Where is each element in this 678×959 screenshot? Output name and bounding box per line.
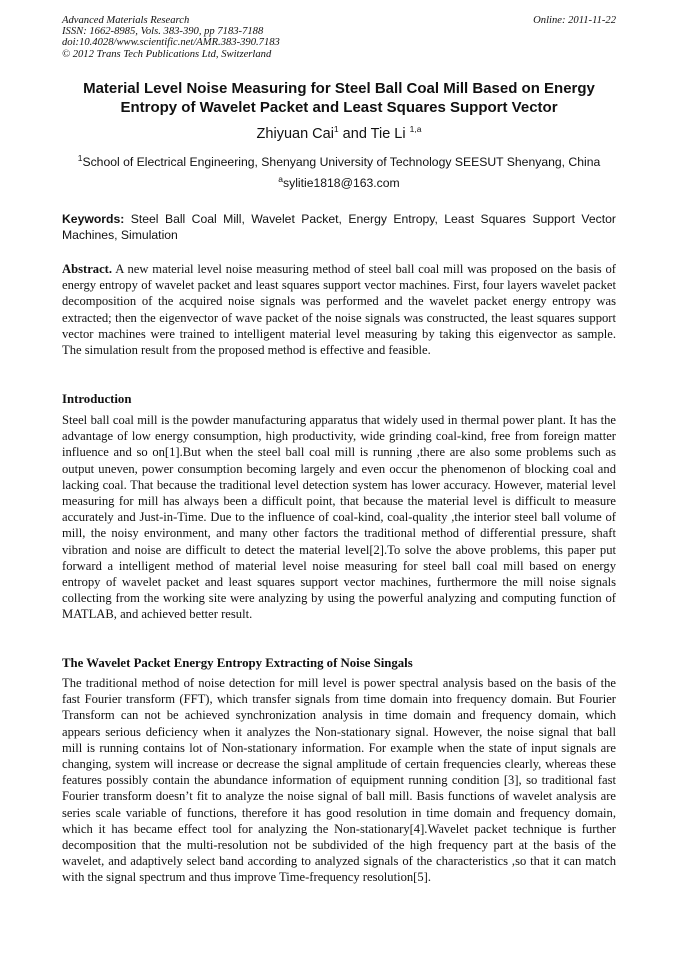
abstract-text: A new material level noise measuring method of steel ball coal mill was proposed on the basis of energy entropy of wavelet packet and least squares support vector machines. First, four layers wavelet packet decomposition of the acquired noise signals was performed and the wavelet packet energy entropy was extracted; then the eigenvector of wave packet of the noise signals was constructed, the least squares support vector machines were trained to intelligent material level measuring by taking this eigenvector as sample. The simulation result from the proposed method is effective and feasible. <box>62 262 616 358</box>
keywords-label: Keywords: <box>62 212 125 226</box>
keywords <box>62 211 616 243</box>
section-heading: Introduction <box>62 392 132 406</box>
author-name: Tie Li <box>370 126 410 142</box>
author-affil-sup: 1,a <box>409 124 422 135</box>
author-affil-sup: 1 <box>333 124 339 135</box>
affiliation-sup: 1 <box>77 152 83 163</box>
journal-header <box>62 15 616 60</box>
email-sup: a <box>278 173 283 184</box>
online-date: Online: 2011-11-22 <box>533 15 616 26</box>
doi-line: doi:10.4028/www.scientific.net/AMR.383-390.7183 <box>62 37 280 49</box>
journal-name: Advanced Materials Research <box>62 15 190 26</box>
introduction-paragraph: Steel ball coal mill is the powder manufacturing apparatus that widely used in thermal power plant. It has the advantage of low energy consumption, high productivity, wide grinding coal-kind, free from foreign matter influence and so on[1].But when the steel ball coal mill is running ,there are also some problems such as output uneven, power consumption becoming largely and even occur the phenomenon of blocking coal and lacking coal. That because the traditional level detection system has lower accuracy. However, material level measuring for mill has always been a difficult point, that because the material level is difficult to measure accurately and Just-in-Time. Due to the influence of coal-kind, coal-quality ,the interior steel ball volume of mill, the noisy environment, and many other factors the traditional method of differential pressure, shaft vibration and noise are difficult to detect the material level[2].To solve the above problems, this paper put forward a intelligent method of material level noise measuring for steel ball coal mill based on energy entropy of wavelet packet and least squares support vector machines, furthermore the mill noise signals collecting from the working site were analyzing by using the powerful analyzing and computing function of MATLAB, and achieved better result. <box>62 413 616 622</box>
email-line <box>0 173 678 190</box>
email-address: sylitie1818@163.com <box>283 176 400 190</box>
author-line <box>0 126 678 142</box>
abstract <box>62 261 616 358</box>
section-heading: The Wavelet Packet Energy Entropy Extracting of Noise Singals <box>62 656 413 670</box>
copyright-line: © 2012 Trans Tech Publications Ltd, Switzerland <box>62 48 272 60</box>
paper-title: Material Level Noise Measuring for Steel Ball Coal Mill Based on Energy Entropy of Wavelet Packet and Least Squares Support Vector <box>83 80 595 116</box>
author-name: Zhiyuan Cai <box>256 126 334 142</box>
abstract-label: Abstract. <box>62 262 113 276</box>
keywords-text: Steel Ball Coal Mill, Wavelet Packet, Energy Entropy, Least Squares Support Vector Machines, Simulation <box>62 212 616 242</box>
section2-paragraph: The traditional method of noise detection for mill level is power spectral analysis based on the basis of the fast Fourier transform (FFT), which transfer signals from time domain into frequency domain. But Fourier Transform can not be achieved synchronization analysis in time domain and frequency domain, which appears serious deficiency when it analyzes the Non-stationary signal. However, the noise signal that ball mill is running contains lot of Non-stationary information. For example when the state of input signals are changing, system will increase or decrease the signal amplitude of certain frequencies clearly, whereas these features possibly contain the abundance information of equipment running condition [3], so traditional fast Fourier transform doesn’t fit to analyze the noise signal of ball mill. Basis functions of wavelet analysis are series scale variable of functions, therefore it has good resolution in time domain and frequency domain, which it has became effect tool for analyzing the Non-stationary[4].Wavelet packet technique is further decomposition that the multi-resolution not be subdivided of the high frequency part at the basis of the wavelet, and adaptively select band according to analyzed signals of the characteristics ,so that it can match with the signal spectrum and thus improve Time-frequency resolution[5]. <box>62 676 616 885</box>
issn-line: ISSN: 1662-8985, Vols. 383-390, pp 7183-7188 <box>62 26 264 38</box>
author-conjunction: and <box>338 126 371 142</box>
affiliation-text: School of Electrical Engineering, Shenyang University of Technology SEESUT Shenyang, China <box>82 155 601 169</box>
affiliation <box>62 152 616 169</box>
